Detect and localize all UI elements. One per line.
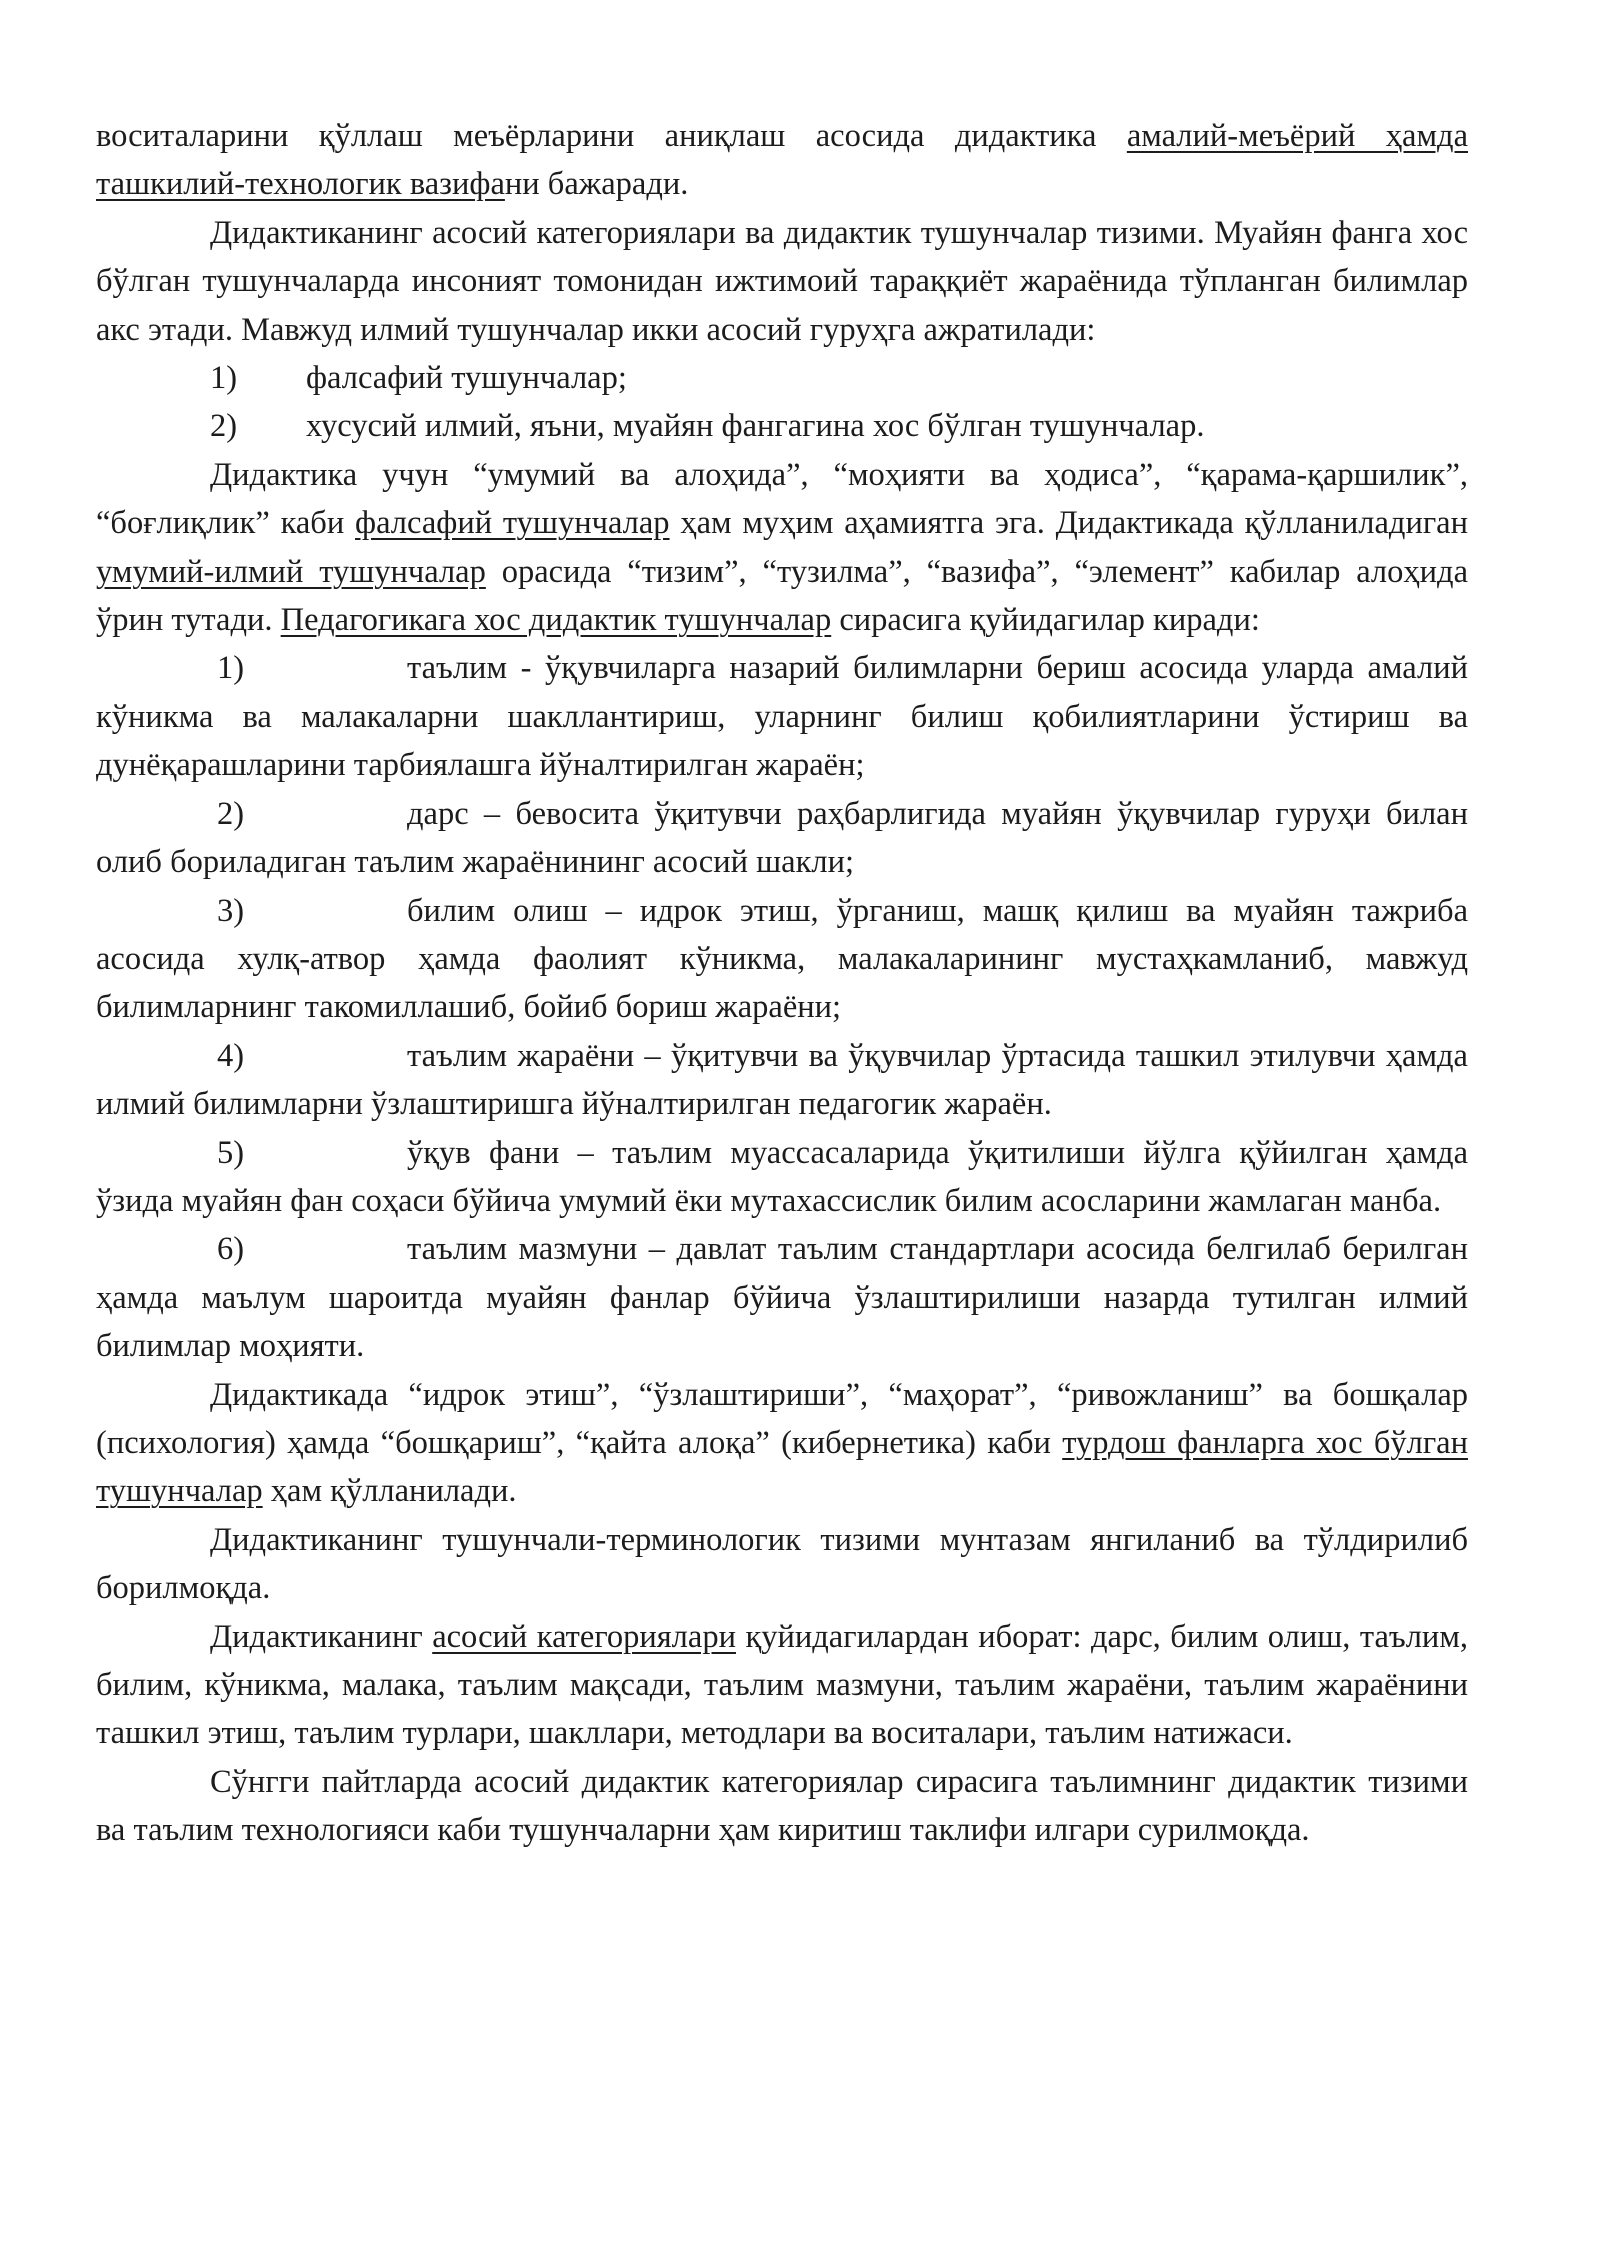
list-number: 5) bbox=[217, 1134, 245, 1171]
underlined-term: асосий категориялари bbox=[432, 1618, 736, 1655]
list-number: 3) bbox=[217, 892, 245, 929]
document-page bbox=[96, 112, 1468, 1855]
list-text: таълим мазмуни – давлат таълим стандартлари асосида белгилаб берилган ҳамда маълум шароитда муайян фанлар бўйича ўзлаштирилиши назарда тутилган илмий билимлар моҳияти. bbox=[96, 1231, 1468, 1365]
underlined-term: Педагогикага хос дидактик тушунчалар bbox=[280, 602, 832, 639]
text: Дидактикада “идрок этиш”, “ўзлаштириши”, “маҳорат”, “ривожланиш” ва бошқалар (психология) ҳамда “бошқариш”, “қайта алоқа” (кибернетика) каби bbox=[96, 1376, 1468, 1461]
list-number: 2) bbox=[217, 795, 245, 832]
text: ҳам муҳим аҳамиятга эга. Дидактикада қўлланиладиган bbox=[669, 505, 1468, 542]
list-number: 1) bbox=[210, 360, 238, 397]
list-number: 1) bbox=[217, 650, 245, 687]
underlined-term: амалий-меъёрий ҳамда ташкилий-технологик вазифа bbox=[96, 118, 1469, 203]
list-text: билим олиш – идрок этиш, ўрганиш, машқ қилиш ва муайян тажриба асосида хулқ-атвор ҳамда фаолият кўникма, малакаларининг мустаҳкамланиб, мавжуд билимларнинг такомиллашиб, бойиб бориш жараёни; bbox=[96, 892, 1468, 1026]
text: воситаларини қўллаш меъёрларини аниқлаш асосида дидактика bbox=[96, 118, 1127, 154]
list-item bbox=[96, 1032, 1468, 1129]
text: ни бажаради. bbox=[504, 166, 689, 203]
list-text: фалсафий тушунчалар; bbox=[306, 360, 627, 397]
paragraph-concepts bbox=[96, 451, 1468, 645]
list-item bbox=[96, 790, 1468, 887]
paragraph-categories-heading: Дидактиканинг асосий категориялари ва дидактик тушунчалар тизими. Муайян фанга хос бўлган тушунчаларда инсоният томонидан ижтимоий тараққиёт жараёнида тўпланган билимлар акс этади. Мавжуд илмий тушунчалар икки асосий гуруҳга ажратилади: bbox=[96, 214, 1468, 348]
text: ҳам қўлланилади. bbox=[262, 1473, 517, 1510]
underlined-term: фалсафий тушунчалар bbox=[355, 505, 670, 542]
list-item bbox=[96, 402, 1468, 450]
paragraph-main-categories bbox=[96, 1613, 1468, 1758]
list-item bbox=[96, 1225, 1468, 1370]
list-number: 2) bbox=[210, 408, 238, 445]
list-text: ўқув фани – таълим муассасаларида ўқитилиши йўлга қўйилган ҳамда ўзида муайян фан соҳаси бўйича умумий ёки мутахассислик билим асосларини жамлаган манба. bbox=[96, 1134, 1468, 1219]
list-text: таълим - ўқувчиларга назарий билимларни бериш асосида уларда амалий кўникма ва малакаларни шакллантириш, уларнинг билиш қобилиятларини ўстириш ва дунёқарашларини тарбиялашга йўналтирилган жараён; bbox=[96, 650, 1468, 784]
text: Дидактиканинг bbox=[210, 1618, 433, 1655]
underlined-term: турдош фанларга хос бўлган тушунчалар bbox=[96, 1424, 1468, 1510]
list-number: 6) bbox=[217, 1231, 245, 1268]
paragraph-related-fields bbox=[96, 1371, 1468, 1516]
paragraph-terminology: Дидактиканинг тушунчали-терминологик тизими мунтазам янгиланиб ва тўлдирилиб борилмоқда. bbox=[96, 1521, 1468, 1607]
list-text: хусусий илмий, яъни, муайян фангагина хос бўлган тушунчалар. bbox=[306, 408, 1205, 445]
text: Дидактика учун “умумий ва алоҳида”, “моҳияти ва ҳодиса”, “қарама-қаршилик”, “боғлиқлик” каби bbox=[96, 456, 1468, 542]
text: қуйидагилардан иборат: дарс, билим олиш, таълим, билим, кўникма, малака, таълим мақсади, таълим мазмуни, таълим жараёни, таълим жараёнини ташкил этиш, таълим турлари, шакллари, методлари ва воситалари, таълим натижаси. bbox=[96, 1618, 1469, 1752]
text: сирасига қуйидагилар киради: bbox=[831, 602, 1260, 639]
list-item bbox=[96, 887, 1468, 1032]
paragraph-recent: Сўнгги пайтларда асосий дидактик категориялар сирасига таълимнинг дидактик тизими ва таълим технологияси каби тушунчаларни ҳам киритиш таклифи илгари сурилмоқда. bbox=[96, 1763, 1468, 1849]
list-number: 4) bbox=[217, 1037, 245, 1074]
list-text: дарс – бевосита ўқитувчи раҳбарлигида муайян ўқувчилар гуруҳи билан олиб бориладиган таълим жараёнининг асосий шакли; bbox=[96, 795, 1468, 881]
paragraph-intro bbox=[96, 112, 1468, 209]
list-item bbox=[96, 1129, 1468, 1226]
text: орасида “тизим”, “тузилма”, “вазифа”, “элемент” кабилар алоҳида ўрин тутади. bbox=[96, 553, 1468, 639]
list-item bbox=[96, 354, 1468, 402]
list-text: таълим жараёни – ўқитувчи ва ўқувчилар ўртасида ташкил этилувчи ҳамда илмий билимларни ўзлаштиришга йўналтирилган педагогик жараён. bbox=[96, 1037, 1468, 1123]
underlined-term: умумий-илмий тушунчалар bbox=[96, 553, 486, 590]
list-item bbox=[96, 644, 1468, 789]
